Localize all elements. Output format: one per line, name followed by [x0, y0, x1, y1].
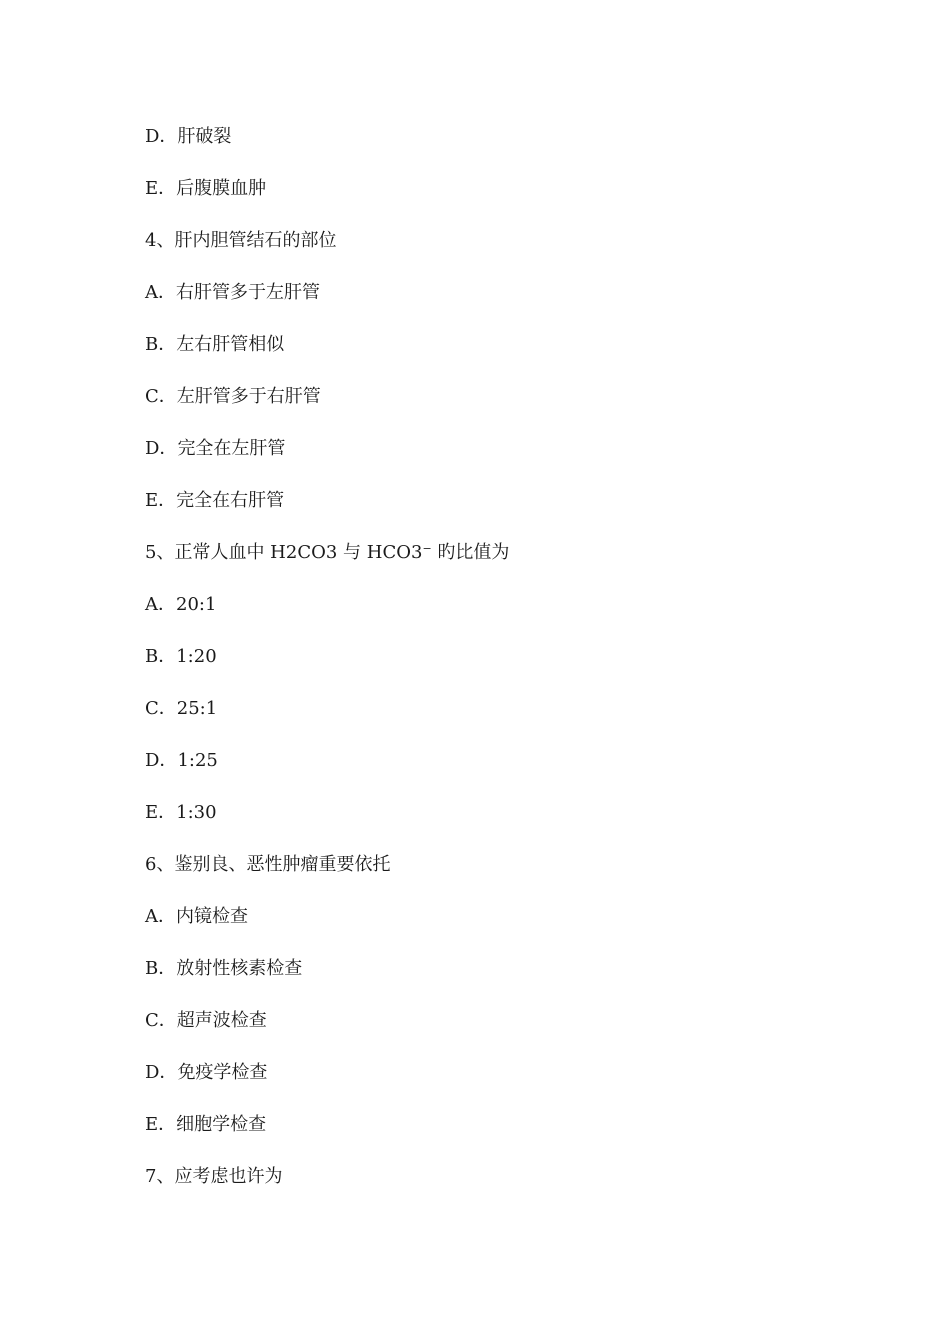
- option-letter: D．: [145, 750, 178, 771]
- option-letter: A．: [145, 594, 176, 615]
- option-letter: D．: [145, 438, 178, 459]
- option-text: 免疫学检查: [177, 1062, 268, 1083]
- option-letter: A．: [145, 906, 176, 927]
- question-line: [145, 228, 509, 280]
- option-line: [145, 1112, 509, 1164]
- option-letter: C．: [145, 698, 177, 719]
- option-line: [145, 800, 509, 852]
- question-line: [145, 540, 509, 592]
- question-line: [145, 852, 509, 904]
- option-letter: C．: [145, 1010, 177, 1031]
- option-line: [145, 904, 509, 956]
- option-letter: A．: [145, 282, 176, 303]
- option-letter: E．: [145, 490, 177, 511]
- option-text: 右肝管多于左肝管: [176, 282, 320, 303]
- option-text: 1:20: [176, 646, 217, 667]
- question-line: [145, 1164, 509, 1216]
- option-line: [145, 332, 509, 384]
- option-line: [145, 124, 509, 176]
- option-text: 左肝管多于右肝管: [176, 386, 321, 407]
- option-line: [145, 592, 509, 644]
- option-text: 超声波检查: [176, 1010, 267, 1031]
- option-letter: E．: [145, 178, 177, 199]
- option-text: 完全在左肝管: [177, 438, 286, 459]
- option-letter: D．: [145, 1062, 178, 1083]
- option-text: 25:1: [176, 698, 218, 719]
- option-text: 左右肝管相似: [176, 334, 285, 355]
- option-line: [145, 384, 509, 436]
- option-letter: B．: [145, 646, 177, 667]
- option-line: [145, 176, 509, 228]
- option-letter: D．: [145, 126, 178, 147]
- option-text: 内镜检查: [176, 906, 248, 927]
- option-text: 肝破裂: [177, 126, 232, 147]
- option-text: 20:1: [176, 594, 217, 615]
- option-line: [145, 748, 509, 800]
- option-line: [145, 696, 509, 748]
- option-text: 放射性核素检查: [176, 958, 303, 979]
- question-text: 6、鉴别良、恶性肿瘤重要依托: [145, 854, 391, 875]
- option-letter: E．: [145, 802, 177, 823]
- question-list: [145, 124, 509, 1216]
- option-line: [145, 956, 509, 1008]
- question-text-tail: 旳比值为: [431, 542, 510, 563]
- option-line: [145, 488, 509, 540]
- option-line: [145, 1008, 509, 1060]
- option-letter: B．: [145, 958, 177, 979]
- option-line: [145, 644, 509, 696]
- question-text: 5、正常人血中 H2CO3 与 HCO3: [145, 542, 423, 563]
- option-letter: C．: [145, 386, 177, 407]
- option-line: [145, 280, 509, 332]
- option-line: [145, 436, 509, 488]
- option-text: 细胞学检查: [176, 1114, 267, 1135]
- option-line: [145, 1060, 509, 1112]
- option-text: 1:30: [176, 802, 217, 823]
- option-text: 后腹膜血肿: [176, 178, 267, 199]
- option-letter: E．: [145, 1114, 177, 1135]
- option-text: 完全在右肝管: [176, 490, 285, 511]
- question-text: 4、肝内胆管结石的部位: [145, 230, 337, 251]
- option-letter: B．: [145, 334, 177, 355]
- superscript-minus: −: [422, 542, 432, 555]
- option-text: 1:25: [177, 750, 218, 771]
- question-text: 7、应考虑也许为: [145, 1166, 283, 1187]
